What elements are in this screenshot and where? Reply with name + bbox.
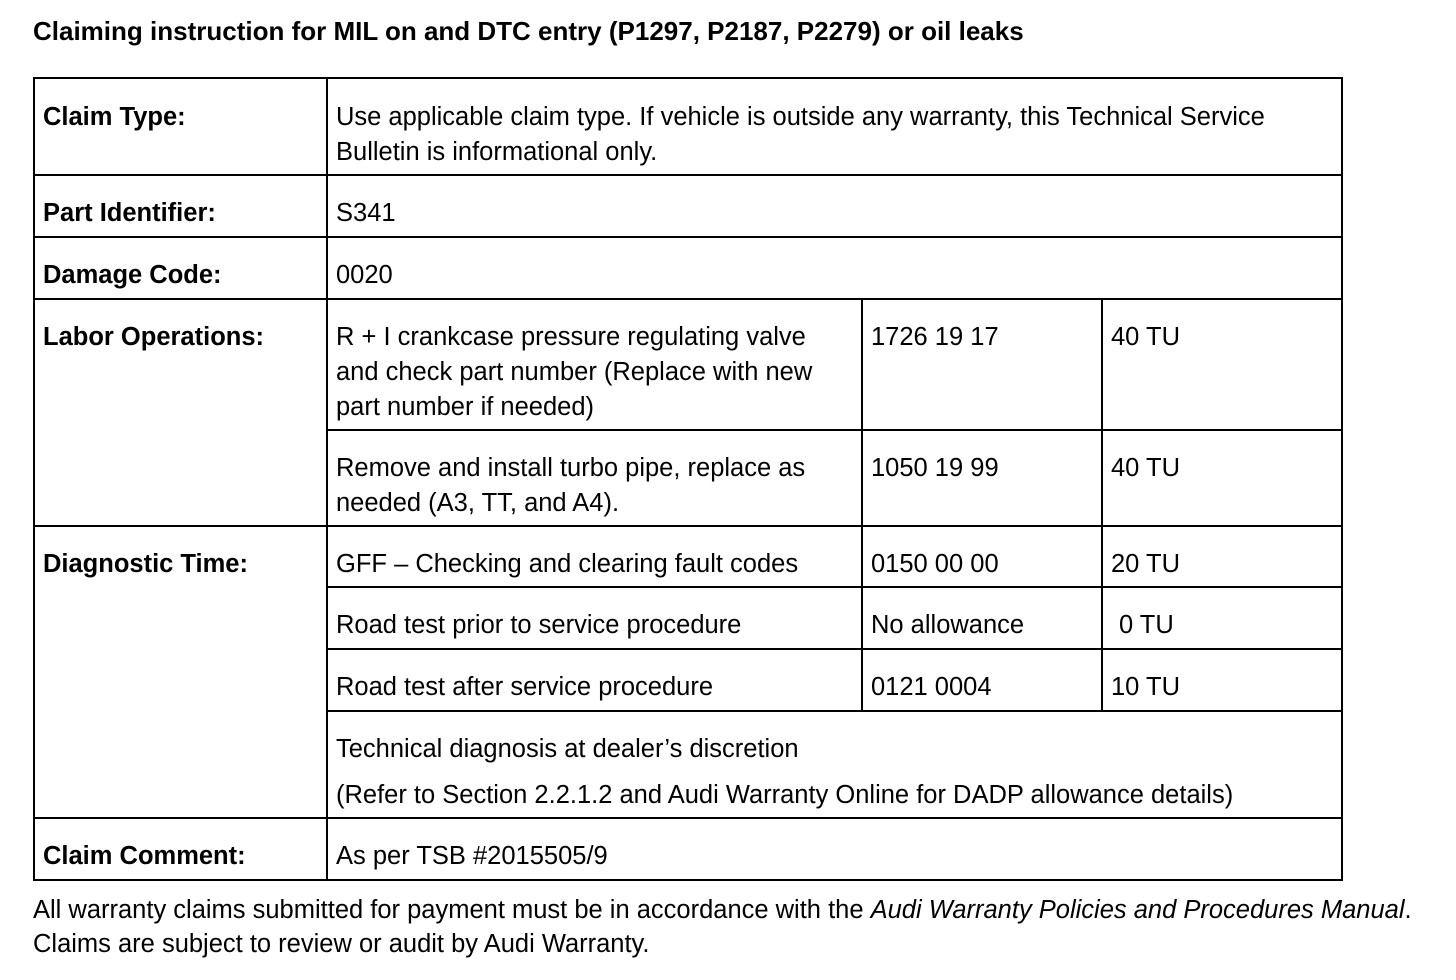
- diagnostic-note: [327, 711, 1342, 818]
- labor-operation-description: R + I crankcase pressure regulating valve and check part number (Replace with new part number if needed): [327, 299, 862, 430]
- damage-code-row: [34, 237, 1342, 299]
- damage-code-value: 0020: [327, 237, 1342, 299]
- diagnostic-time: 20 TU: [1102, 526, 1342, 587]
- footer-manual-title: Audi Warranty Policies and Procedures Manual: [870, 896, 1405, 924]
- claim-comment-label: Claim Comment:: [34, 818, 327, 880]
- diagnostic-time-label: Diagnostic Time:: [34, 526, 327, 818]
- labor-operation-time: 40 TU: [1102, 430, 1342, 526]
- labor-operations-label: Labor Operations:: [34, 299, 327, 526]
- diagnostic-time: 10 TU: [1102, 649, 1342, 711]
- claim-table: [33, 77, 1343, 881]
- claim-type-label: Claim Type:: [34, 78, 327, 175]
- labor-operation-row: [34, 299, 1342, 430]
- diagnostic-code: 0150 00 00: [862, 526, 1102, 587]
- claim-comment-value: As per TSB #2015505/9: [327, 818, 1342, 880]
- labor-operation-code: 1050 19 99: [862, 430, 1102, 526]
- diagnostic-code: 0121 0004: [862, 649, 1102, 711]
- diagnostic-time: 0 TU: [1102, 587, 1342, 649]
- diagnostic-description: GFF – Checking and clearing fault codes: [327, 526, 862, 587]
- claim-type-value: Use applicable claim type. If vehicle is outside any warranty, this Technical Service Bulletin is informational only.: [327, 78, 1342, 175]
- diagnostic-row: [34, 526, 1342, 587]
- diagnostic-description: Road test prior to service procedure: [327, 587, 862, 649]
- labor-operation-description: Remove and install turbo pipe, replace as needed (A3, TT, and A4).: [327, 430, 862, 526]
- claim-comment-row: [34, 818, 1342, 880]
- diagnostic-note-line1: Technical diagnosis at dealer’s discretion: [336, 735, 799, 763]
- claim-type-row: [34, 78, 1342, 175]
- diagnostic-code: No allowance: [862, 587, 1102, 649]
- footer-text-after: . Claims are subject to review or audit by Audi Warranty.: [33, 896, 1412, 958]
- damage-code-label: Damage Code:: [34, 237, 327, 299]
- diagnostic-description: Road test after service procedure: [327, 649, 862, 711]
- part-identifier-label: Part Identifier:: [34, 175, 327, 237]
- footer-note: [33, 893, 1433, 961]
- part-identifier-value: S341: [327, 175, 1342, 237]
- labor-operation-time: 40 TU: [1102, 299, 1342, 430]
- labor-operation-code: 1726 19 17: [862, 299, 1102, 430]
- footer-text-before: All warranty claims submitted for payment must be in accordance with the: [33, 896, 871, 924]
- diagnostic-note-line2: (Refer to Section 2.2.1.2 and Audi Warranty Online for DADP allowance details): [336, 781, 1234, 809]
- page-title: Claiming instruction for MIL on and DTC entry (P1297, P2187, P2279) or oil leaks: [33, 16, 1024, 46]
- part-identifier-row: [34, 175, 1342, 237]
